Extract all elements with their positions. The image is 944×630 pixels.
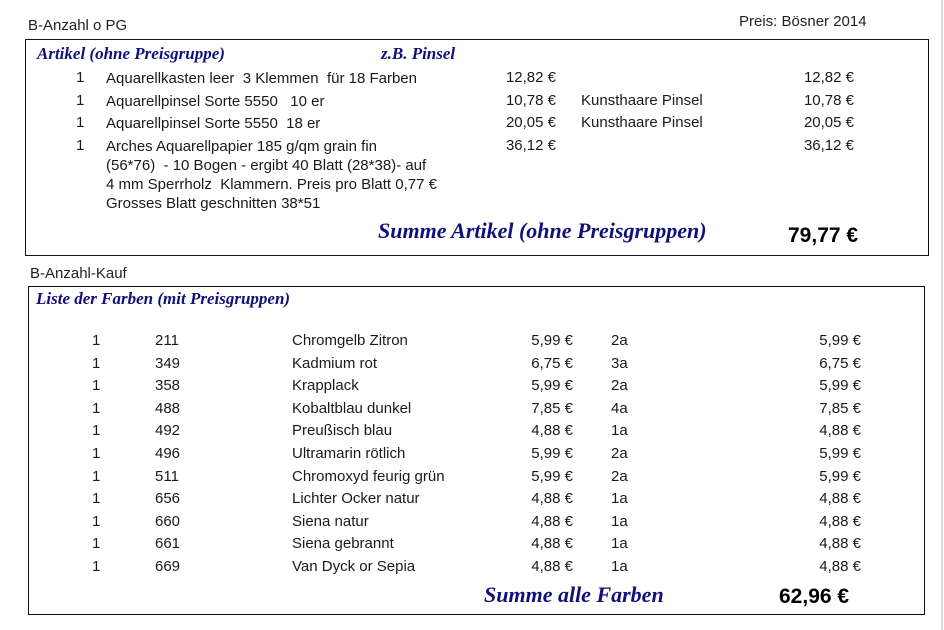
farbe-row	[29, 422, 924, 444]
farbe-number: 660	[155, 512, 181, 530]
farbe-name: Lichter Ocker natur	[292, 490, 420, 508]
farbe-line-total: 7,85 €	[819, 399, 861, 417]
farben-section	[28, 286, 925, 615]
artikel-price: 12,82 €	[505, 69, 556, 86]
artikel-price: 20,05 €	[505, 114, 556, 131]
artikel-qty: 1	[76, 92, 85, 109]
farbe-price: 6,75 €	[531, 354, 573, 372]
farbe-name: Ultramarin rötlich	[292, 445, 406, 462]
farbe-row	[29, 468, 924, 490]
farbe-row	[29, 400, 924, 422]
artikel-title: Artikel (ohne Preisgruppe)	[37, 44, 225, 63]
farbe-line-total: 5,99 €	[819, 377, 861, 395]
farbe-name: Siena gebrannt	[292, 535, 394, 553]
farbe-name: Preußisch blau	[292, 422, 393, 440]
farbe-name: Siena natur	[292, 512, 369, 530]
farbe-line-total: 4,88 €	[819, 512, 861, 530]
farbe-price-group: 2a	[611, 377, 628, 395]
farbe-line-total: 4,88 €	[819, 422, 861, 440]
farbe-price: 4,88 €	[531, 512, 573, 530]
farbe-price: 4,88 €	[531, 558, 573, 575]
artikel-row	[26, 137, 928, 212]
farbe-price: 4,88 €	[531, 535, 573, 553]
artikel-note: Kunsthaare Pinsel	[581, 114, 703, 131]
farbe-price-group: 3a	[611, 354, 628, 372]
farbe-price-group: 2a	[611, 467, 628, 485]
farbe-row	[29, 558, 924, 580]
farbe-price-group: 1a	[611, 490, 628, 508]
farbe-price: 5,99 €	[531, 467, 573, 485]
farbe-price-group: 4a	[611, 399, 628, 417]
farbe-qty: 1	[92, 445, 101, 462]
section-label-b-anzahl-kauf: B-Anzahl-Kauf	[30, 265, 127, 282]
artikel-line-total: 12,82 €	[803, 69, 854, 86]
artikel-description: Aquarellpinsel Sorte 5550 18 er	[106, 115, 321, 132]
artikel-description: Aquarellkasten leer 3 Klemmen für 18 Farben	[106, 70, 417, 87]
farbe-name: Kadmium rot	[292, 354, 378, 372]
artikel-row	[26, 69, 928, 91]
artikel-example: z.B. Pinsel	[381, 44, 456, 63]
farbe-price-group: 2a	[611, 332, 628, 349]
farbe-row	[29, 513, 924, 535]
farbe-row	[29, 377, 924, 399]
farbe-number: 511	[155, 467, 179, 485]
farbe-number: 211	[155, 332, 179, 349]
farbe-price: 5,99 €	[531, 445, 573, 462]
farbe-name: Kobaltblau dunkel	[292, 399, 412, 417]
farbe-qty: 1	[92, 512, 101, 530]
farbe-qty: 1	[92, 535, 101, 553]
farbe-line-total: 5,99 €	[819, 332, 861, 349]
farbe-price-group: 1a	[611, 558, 628, 575]
artikel-note: Kunsthaare Pinsel	[581, 92, 703, 109]
artikel-qty: 1	[76, 114, 85, 131]
farbe-qty: 1	[92, 422, 101, 440]
farbe-qty: 1	[92, 558, 101, 575]
farbe-price-group: 1a	[611, 512, 628, 530]
farben-title: Liste der Farben (mit Preisgruppen)	[36, 289, 291, 308]
artikel-price: 36,12 €	[505, 137, 556, 154]
farbe-number: 656	[155, 490, 181, 508]
farbe-line-total: 4,88 €	[819, 490, 861, 508]
farbe-price: 5,99 €	[531, 332, 573, 349]
artikel-sum-value: 79,77 €	[788, 224, 859, 247]
scrollbar-edge[interactable]	[941, 0, 943, 630]
farbe-line-total: 5,99 €	[819, 467, 861, 485]
farbe-line-total: 5,99 €	[819, 445, 861, 462]
artikel-qty: 1	[76, 137, 85, 154]
price-source-label: Preis: Bösner 2014	[739, 13, 867, 30]
farbe-price-group: 1a	[611, 535, 628, 553]
artikel-description: Arches Aquarellpapier 185 g/qm grain fin (56*76) - 10 Bogen - ergibt 40 Blatt (28*38)- auf 4 mm Sperrholz Klammern. Preis pro Blatt 0,77 € Grosses Blatt geschnitten 38*51	[106, 138, 437, 212]
farbe-price: 4,88 €	[531, 490, 573, 508]
artikel-line-total: 20,05 €	[803, 114, 854, 131]
artikel-row	[26, 114, 928, 136]
artikel-description: Aquarellpinsel Sorte 5550 10 er	[106, 93, 325, 110]
section-label-b-anzahl-o-pg: B-Anzahl o PG	[28, 17, 128, 34]
farbe-name: Chromoxyd feurig grün	[292, 467, 445, 485]
artikel-sum-label: Summe Artikel (ohne Preisgruppen)	[378, 218, 707, 243]
farbe-number: 488	[155, 399, 181, 417]
farbe-number: 358	[155, 377, 181, 395]
farbe-number: 492	[155, 422, 181, 440]
farben-sum-value: 62,96 €	[779, 585, 850, 608]
farbe-qty: 1	[92, 332, 101, 349]
farbe-row	[29, 355, 924, 377]
farbe-number: 349	[155, 354, 181, 372]
farbe-line-total: 4,88 €	[819, 535, 861, 553]
artikel-qty: 1	[76, 69, 85, 86]
farbe-price: 5,99 €	[531, 377, 573, 395]
farbe-name: Krapplack	[292, 377, 359, 395]
farbe-qty: 1	[92, 377, 101, 395]
farbe-qty: 1	[92, 490, 101, 508]
farbe-number: 496	[155, 445, 181, 462]
farbe-row	[29, 332, 924, 354]
farbe-number: 661	[155, 535, 181, 553]
artikel-row	[26, 92, 928, 114]
farbe-row	[29, 445, 924, 467]
farbe-price: 4,88 €	[531, 422, 573, 440]
farbe-name: Van Dyck or Sepia	[292, 558, 416, 575]
farbe-qty: 1	[92, 354, 101, 372]
farbe-number: 669	[155, 558, 181, 575]
farbe-price: 7,85 €	[531, 399, 573, 417]
artikel-line-total: 36,12 €	[803, 137, 854, 154]
artikel-section	[25, 39, 929, 256]
farbe-qty: 1	[92, 467, 101, 485]
artikel-price: 10,78 €	[505, 92, 556, 109]
farbe-line-total: 6,75 €	[819, 354, 861, 372]
farbe-qty: 1	[92, 399, 101, 417]
farbe-row	[29, 490, 924, 512]
farbe-name: Chromgelb Zitron	[292, 332, 408, 349]
artikel-line-total: 10,78 €	[803, 92, 854, 109]
farbe-price-group: 1a	[611, 422, 628, 440]
farbe-line-total: 4,88 €	[819, 558, 861, 575]
farbe-price-group: 2a	[611, 445, 628, 462]
farbe-row	[29, 535, 924, 557]
farben-sum-label: Summe alle Farben	[484, 582, 664, 607]
